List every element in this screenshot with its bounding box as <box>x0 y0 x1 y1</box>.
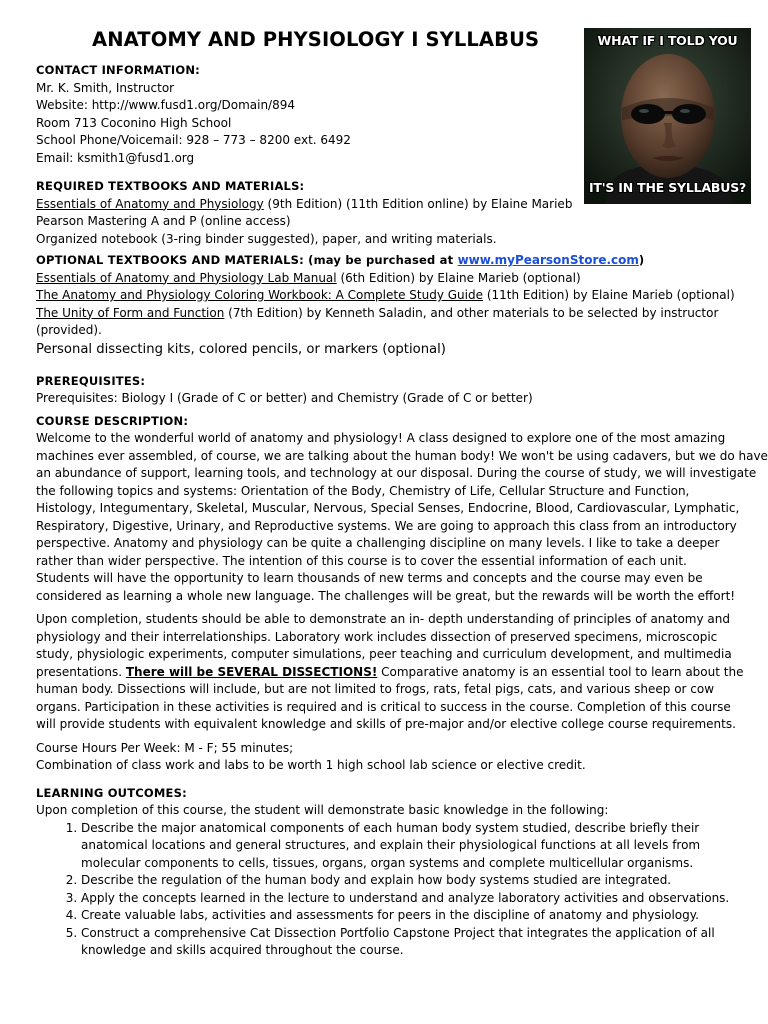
course-hours-block <box>36 740 744 775</box>
optional-book-3-cont: (provided). <box>36 323 102 337</box>
purchase-note-prefix: (may be purchased at <box>303 253 458 267</box>
optional-book-1-details: (6th Edition) by Elaine Marieb (optional) <box>336 270 581 285</box>
required-item-3: Organized notebook (3-ring binder suggested), paper, and writing materials. <box>36 231 497 246</box>
description-line: rather than wider perspective. The intention of this course is to cover the essential information of each unit. <box>36 553 687 568</box>
pearson-store-link[interactable]: www.myPearsonStore.com <box>457 253 639 267</box>
description-line: organs. Participation in these activities is required and is critical to success in the course. Completion of this course <box>36 699 731 714</box>
prerequisites-section <box>36 373 744 408</box>
email-line: Email: ksmith1@fusd1.org <box>36 150 195 165</box>
optional-book-1-title: Essentials of Anatomy and Physiology Lab Manual <box>36 270 337 285</box>
required-materials-section <box>36 178 744 248</box>
optional-kits: Personal dissecting kits, colored pencils, or markers (optional) <box>36 341 446 357</box>
description-line: Histology, Integumentary, Skeletal, Muscular, Nervous, Special Senses, Endocrine, Blood, Cardiovascular, Lymphatic, <box>36 501 740 515</box>
learning-outcomes-section <box>36 785 744 960</box>
outcome-line: 5. Construct a comprehensive Cat Dissection Portfolio Capstone Project that integrates the application of all <box>81 925 715 940</box>
outcome-item <box>81 925 751 960</box>
meme-top-caption: WHAT IF I TOLD YOU <box>597 33 738 48</box>
description-line: machines ever assembled, of course, we are talking about the human body! We won't be using cadavers, but we do have <box>36 448 768 463</box>
required-book-1 <box>36 196 744 214</box>
contact-section <box>36 62 744 167</box>
description-line: Students will have the opportunity to learn thousands of new terms and concepts and the course may even be <box>36 571 703 585</box>
outcome-line: knowledge and skills acquired throughout the course. <box>81 943 404 957</box>
outcome-item <box>81 890 751 908</box>
description-line: Respiratory, Digestive, Urinary, and Reproductive systems. We are going to approach this class from an introductory <box>36 518 737 533</box>
optional-book-2 <box>36 287 744 305</box>
outcomes-list <box>36 820 751 960</box>
outcome-item <box>81 907 751 925</box>
required-item-2: Pearson Mastering A and P (online access) <box>36 214 291 228</box>
dissections-suffix: Comparative anatomy is an essential tool to learn about the <box>377 664 744 679</box>
optional-heading-line <box>36 252 744 270</box>
optional-materials-section <box>36 252 744 360</box>
course-description-section <box>36 413 768 775</box>
optional-book-2-title: The Anatomy and Physiology Coloring Workbook: A Complete Study Guide <box>36 288 483 302</box>
phone-line: School Phone/Voicemail: 928 – 773 – 8200 ext. 6492 <box>36 133 351 147</box>
syllabus-body <box>36 62 768 960</box>
room-line: Room 713 Coconino High School <box>36 115 232 130</box>
outcome-item <box>81 872 751 890</box>
required-book-1-title: Essentials of Anatomy and Physiology <box>36 196 264 211</box>
outcome-line: 4. Create valuable labs, activities and assessments for peers in the discipline of anatomy and physiology. <box>81 908 699 922</box>
optional-book-3-title: The Unity of Form and Function <box>36 305 225 320</box>
outcome-line: 2. Describe the regulation of the human body and explain how body systems studied are integrated. <box>81 873 672 887</box>
outcome-line: 1. Describe the major anatomical components of each human body system studied, describe briefly their <box>81 820 700 835</box>
description-line: an abundance of support, learning tools, and technology at our disposal. During the course of study, we will investigate <box>36 466 757 480</box>
description-line: considered as learning a whole new language. The challenges will be great, but the rewards will be worth the effort! <box>36 588 736 603</box>
dissections-emphasis: There will be SEVERAL DISSECTIONS! <box>125 664 378 679</box>
description-line: human body. Dissections will include, but are not limited to frogs, rats, fetal pigs, cats, and various sheep or cow <box>36 682 715 696</box>
optional-heading: OPTIONAL TEXTBOOKS AND MATERIALS: <box>36 253 304 267</box>
outcome-item <box>81 820 751 873</box>
optional-book-3-details: (7th Edition) by Kenneth Saladin, and other materials to be selected by instructor <box>224 305 719 320</box>
instructor-name: Mr. K. Smith, Instructor <box>36 80 175 95</box>
description-line: Upon completion, students should be able to demonstrate an in- depth understanding of principles of anatomy and <box>36 612 730 626</box>
purchase-note-suffix: ) <box>638 253 645 267</box>
outcomes-intro: Upon completion of this course, the student will demonstrate basic knowledge in the following: <box>36 803 609 817</box>
description-line: Welcome to the wonderful world of anatomy and physiology! A class designed to explore one of the most amazing <box>36 431 726 445</box>
required-book-1-details: (9th Edition) (11th Edition online) by Elaine Marieb <box>263 196 573 211</box>
required-heading: REQUIRED TEXTBOOKS AND MATERIALS: <box>36 179 305 193</box>
dissections-prefix: presentations. <box>36 664 126 679</box>
course-credit: Combination of class work and labs to be worth 1 high school lab science or elective credit. <box>36 758 586 772</box>
meme-bottom-caption: IT'S IN THE SYLLABUS? <box>588 180 747 195</box>
description-paragraph-2 <box>36 611 744 734</box>
prereq-text: Prerequisites: Biology I (Grade of C or better) and Chemistry (Grade of C or better) <box>36 391 533 405</box>
description-line: study, physiologic experiments, computer simulations, peer teaching and curriculum development, and multimedia <box>36 647 732 661</box>
description-paragraph-1 <box>36 430 768 605</box>
contact-heading: CONTACT INFORMATION: <box>36 63 200 77</box>
website-line: Website: http://www.fusd1.org/Domain/894 <box>36 98 295 112</box>
outcome-line: 3. Apply the concepts learned in the lecture to understand and analyze laboratory activities and observations. <box>81 890 730 905</box>
optional-book-1 <box>36 270 744 288</box>
description-heading: COURSE DESCRIPTION: <box>36 413 189 428</box>
prereq-heading: PREREQUISITES: <box>36 373 146 388</box>
page-title: ANATOMY AND PHYSIOLOGY I SYLLABUS <box>92 28 540 51</box>
description-line: perspective. Anatomy and physiology can be quite a challenging discipline on many levels. I like to take a deeper <box>36 536 720 550</box>
outcomes-heading: LEARNING OUTCOMES: <box>36 785 187 800</box>
description-line: the following topics and systems: Orientation of the Body, Chemistry of Life, Cellular Structure and Function, <box>36 483 690 498</box>
optional-book-2-details: (11th Edition) by Elaine Marieb (optional) <box>483 288 735 302</box>
course-hours: Course Hours Per Week: M - F; 55 minutes; <box>36 740 294 755</box>
outcome-line: molecular components to cells, tissues, organs, organ systems and complete multicellular organisms. <box>81 855 694 870</box>
description-line: will provide students with equivalent knowledge and skills of pre-major and/or elective college course requirements. <box>36 717 736 731</box>
description-line <box>36 664 744 682</box>
outcome-line: anatomical locations and general structures, and explain their physiological functions at all levels from <box>81 838 701 852</box>
optional-book-3 <box>36 305 744 323</box>
description-line: physiology and their interrelationships. Laboratory work includes dissection of preserved specimens, microscopic <box>36 629 718 644</box>
